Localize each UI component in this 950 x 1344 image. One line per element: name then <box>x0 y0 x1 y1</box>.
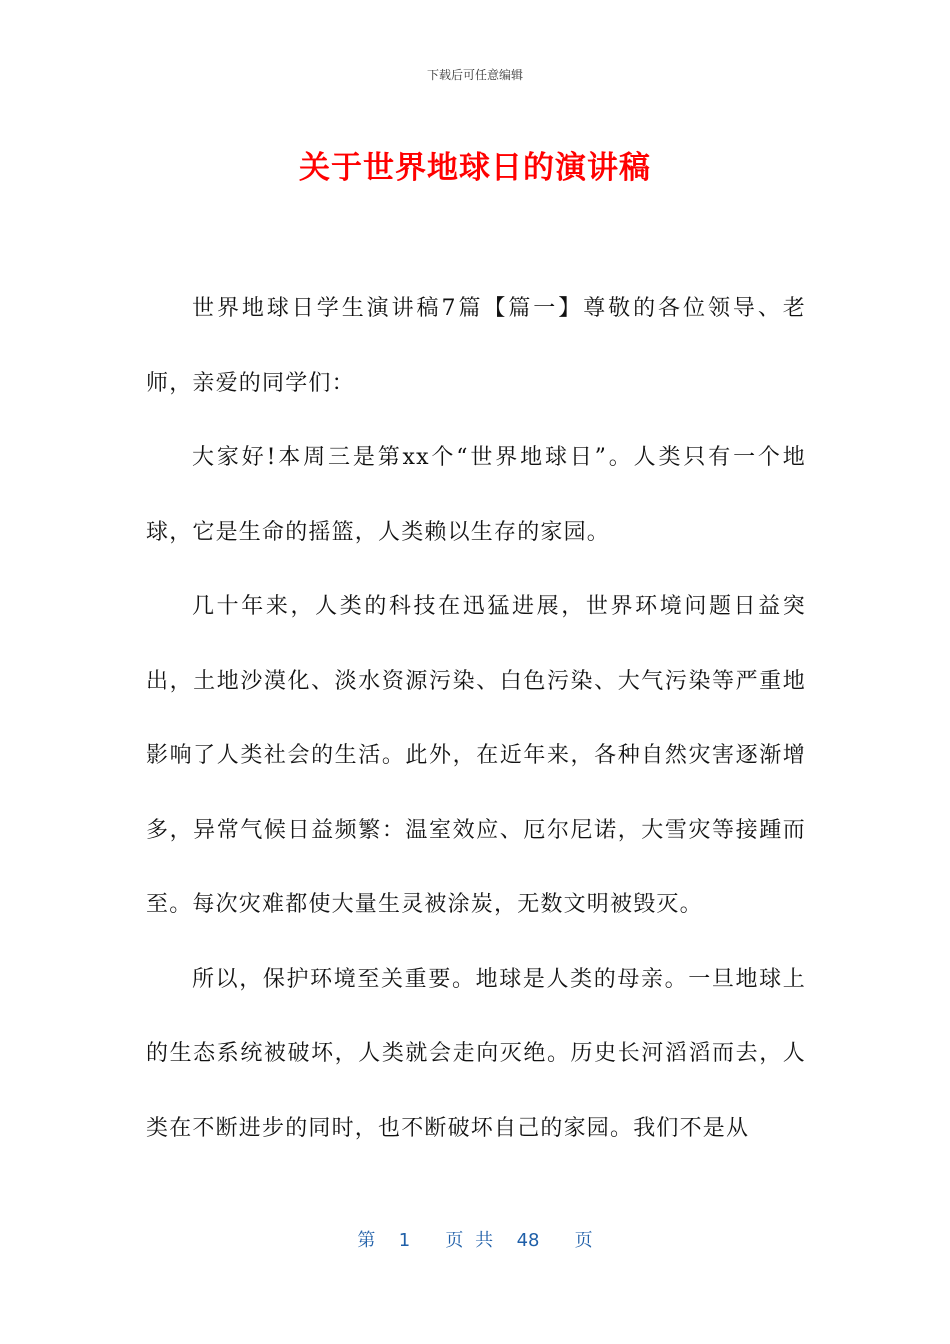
paragraph: 大家好!本周三是第xx个“世界地球日”。人类只有一个地球，它是生命的摇篮，人类赖以生存的家园。 <box>146 445 806 545</box>
paragraph: 几十年来，人类的科技在迅猛进展，世界环境问题日益突出，土地沙漠化、淡水资源污染、白色污染、大气污染等严重地影响了人类社会的生活。此外，在近年来，各种自然灾害逐渐增多，异常气候日益频繁：温室效应、厄尔尼诺，大雪灾等接踵而至。每次灾难都使大量生灵被涂炭，无数文明被毁灭。 <box>146 594 806 917</box>
document-body <box>146 272 806 1166</box>
page-number-footer: 第 1 页 共 48 页 <box>357 1230 593 1251</box>
paragraph: 所以，保护环境至关重要。地球是人类的母亲。一旦地球上的生态系统被破坏，人类就会走向灭绝。历史长河滔滔而去，人类在不断进步的同时，也不断破坏自己的家园。我们不是从 <box>146 966 806 1141</box>
document-title: 关于世界地球日的演讲稿 <box>299 150 651 186</box>
header-note: 下载后可任意编辑 <box>426 68 523 82</box>
paragraph: 世界地球日学生演讲稿7篇【篇一】尊敬的各位领导、老师，亲爱的同学们： <box>146 296 806 396</box>
